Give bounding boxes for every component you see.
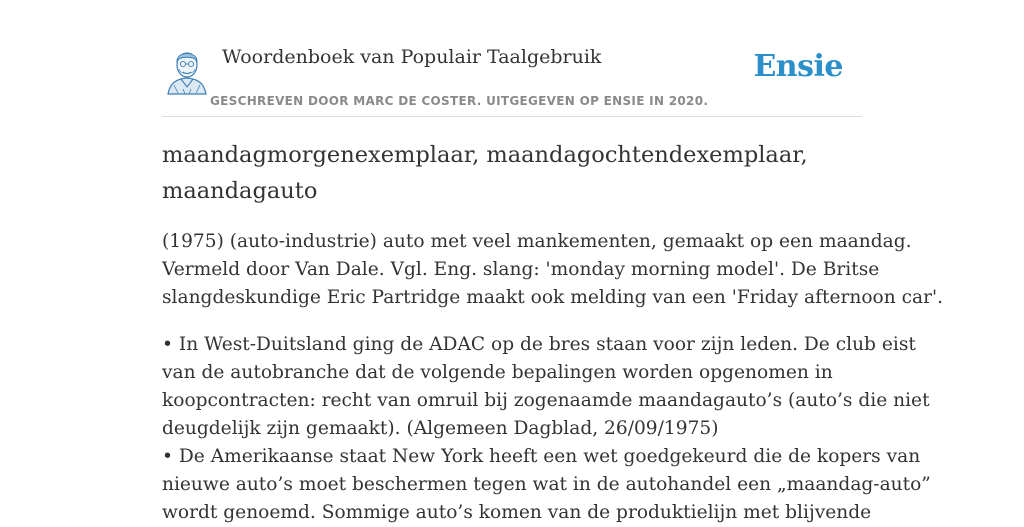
byline: GESCHREVEN DOOR MARC DE COSTER. UITGEGEVEN OP ENSIE IN 2020. xyxy=(210,94,709,108)
citations xyxy=(162,331,931,527)
citation-line: nieuwe auto’s moet beschermen tegen wat in de autohandel een „maandag-auto” xyxy=(162,474,931,495)
definition-line: Vermeld door Van Dale. Vgl. Eng. slang: 'monday morning model'. De Britse xyxy=(162,259,880,280)
definition-paragraph xyxy=(162,228,944,312)
site-header xyxy=(162,0,862,117)
book-title[interactable]: Woordenboek van Populair Taalgebruik xyxy=(222,46,602,68)
citation-line: • De Amerikaanse staat New York heeft een wet goedgekeurd die de kopers van xyxy=(162,446,921,467)
definition-line: slangdeskundige Eric Partridge maakt ook melding van een 'Friday afternoon car'. xyxy=(162,287,944,308)
entry-title-line: maandagmorgenexemplaar, maandagochtendexemplaar, xyxy=(162,142,808,168)
citation-line: • In West-Duitsland ging de ADAC op de bres staan voor zijn leden. De club eist xyxy=(162,334,916,355)
citation-line: wordt genoemd. Sommige auto’s komen van de produktielijn met blijvende xyxy=(162,502,872,523)
citation-line: van de autobranche dat de volgende bepalingen worden opgenomen in xyxy=(162,362,833,383)
definition-line: (1975) (auto-industrie) auto met veel mankementen, gemaakt op een maandag. xyxy=(162,231,912,252)
brand-logo[interactable]: Ensie xyxy=(753,49,843,84)
entry-title xyxy=(162,137,862,209)
citation-line: deugdelijk zijn gemaakt). (Algemeen Dagblad, 26/09/1975) xyxy=(162,418,719,439)
entry-title-line: maandagauto xyxy=(162,178,318,204)
citation-line: koopcontracten: recht van omruil bij zogenaamde maandagauto’s (auto’s die niet xyxy=(162,390,930,411)
author-portrait-icon[interactable] xyxy=(164,45,210,95)
entry-body xyxy=(162,228,944,527)
